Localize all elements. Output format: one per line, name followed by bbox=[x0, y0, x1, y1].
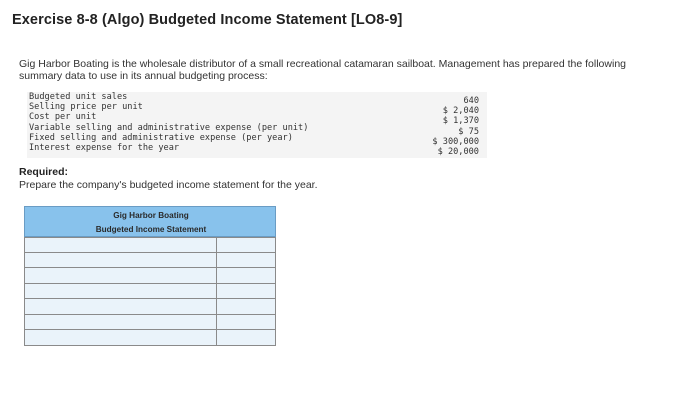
line-item-input[interactable] bbox=[25, 238, 217, 252]
summary-label: Interest expense for the year bbox=[29, 142, 180, 153]
table-row bbox=[24, 237, 276, 253]
statement-header bbox=[24, 206, 276, 237]
summary-value: $ 300,000 bbox=[432, 136, 479, 147]
summary-label: Fixed selling and administrative expense (per year) bbox=[29, 132, 293, 143]
table-row bbox=[24, 315, 276, 331]
statement-rows bbox=[24, 237, 276, 346]
line-item-input[interactable] bbox=[25, 330, 217, 345]
table-row bbox=[24, 299, 276, 315]
amount-input[interactable] bbox=[217, 299, 275, 314]
summary-label: Selling price per unit bbox=[29, 102, 143, 113]
amount-input[interactable] bbox=[217, 268, 275, 283]
table-row bbox=[24, 330, 276, 346]
summary-values bbox=[432, 96, 479, 157]
line-item-input[interactable] bbox=[25, 268, 217, 283]
summary-value: $ 20,000 bbox=[437, 146, 479, 157]
income-statement-table bbox=[24, 206, 276, 342]
required-heading: Required: bbox=[19, 166, 69, 178]
summary-value: $ 2,040 bbox=[442, 106, 479, 117]
table-row bbox=[24, 268, 276, 284]
amount-input[interactable] bbox=[217, 330, 275, 345]
statement-company-name: Gig Harbor Boating bbox=[113, 211, 189, 220]
table-row bbox=[24, 253, 276, 269]
required-text: Prepare the company's budgeted income statement for the year. bbox=[19, 179, 318, 191]
summary-value: $ 1,370 bbox=[442, 116, 479, 127]
summary-label: Budgeted unit sales bbox=[29, 92, 128, 102]
amount-input[interactable] bbox=[217, 253, 275, 268]
line-item-input[interactable] bbox=[25, 315, 217, 330]
amount-input[interactable] bbox=[217, 315, 275, 330]
exercise-title: Exercise 8-8 (Algo) Budgeted Income Statement [LO8-9] bbox=[12, 12, 403, 28]
amount-input[interactable] bbox=[217, 238, 275, 252]
summary-labels bbox=[29, 92, 308, 153]
summary-data-panel bbox=[27, 92, 487, 158]
summary-label: Cost per unit bbox=[29, 112, 97, 123]
line-item-input[interactable] bbox=[25, 253, 217, 268]
table-row bbox=[24, 284, 276, 300]
amount-input[interactable] bbox=[217, 284, 275, 299]
intro-paragraph: Gig Harbor Boating is the wholesale distributor of a small recreational catamaran sailboat. Management has prepared the following summary data to use in its annual budgeting process: bbox=[19, 58, 626, 82]
summary-label: Variable selling and administrative expense (per unit) bbox=[29, 122, 309, 133]
line-item-input[interactable] bbox=[25, 284, 217, 299]
statement-title: Budgeted Income Statement bbox=[95, 225, 207, 234]
summary-value: 640 bbox=[463, 96, 479, 106]
line-item-input[interactable] bbox=[25, 299, 217, 314]
summary-value: $ 75 bbox=[458, 126, 479, 137]
